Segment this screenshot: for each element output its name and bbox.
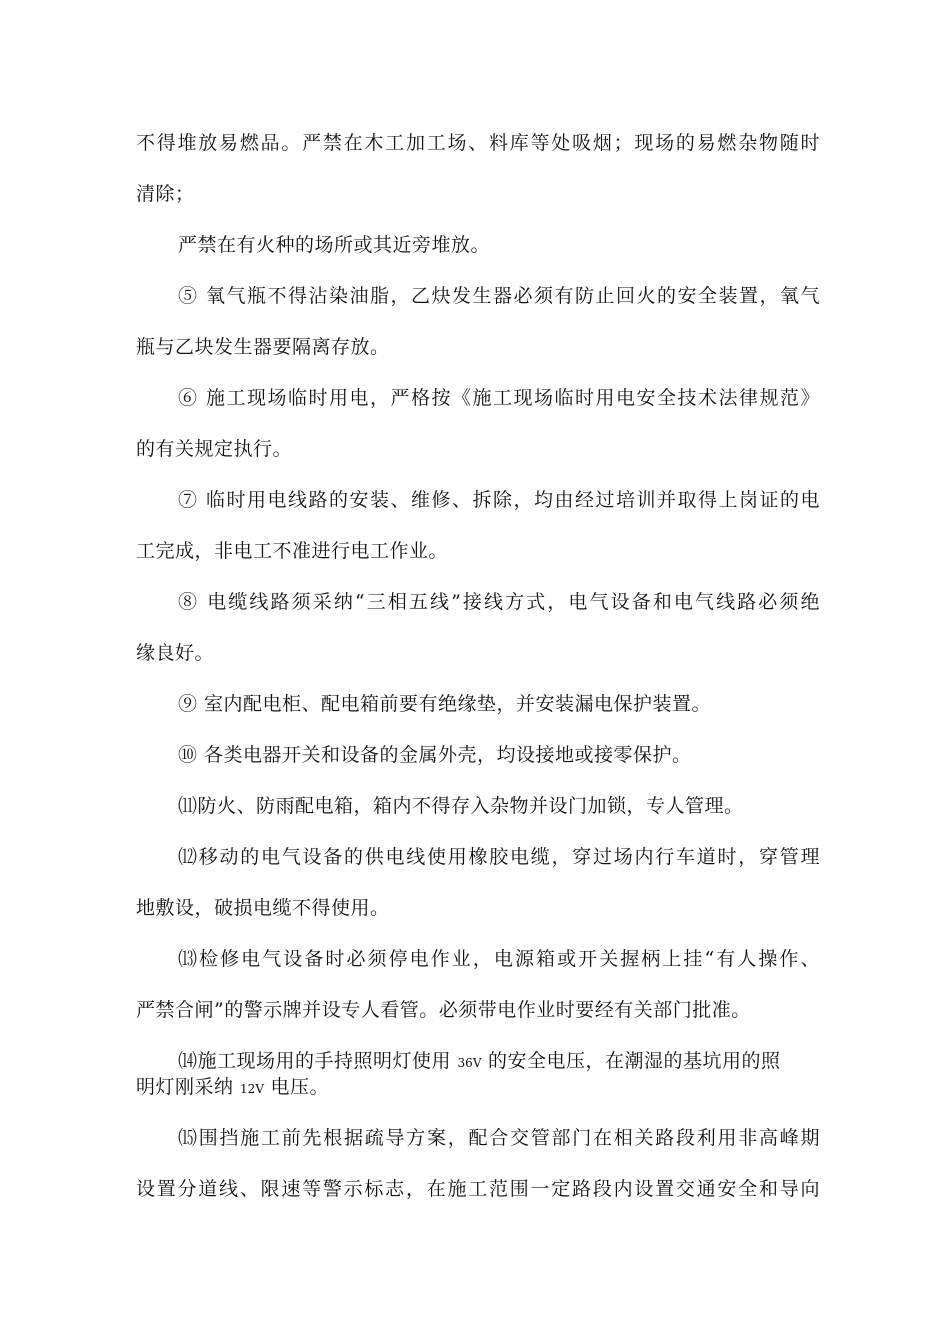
paragraph-line: ⒀检修电气设备时必须停电作业，电源箱或开关握柄上挂“有人操作、 <box>178 948 820 970</box>
text-fragment: 明灯刚采纳 <box>136 1076 241 1098</box>
paragraph-line: ⑤ 氧气瓶不得沾染油脂，乙炔发生器必须有防止回火的安全装置，氧气 <box>178 285 820 307</box>
paragraph-line: ⑿移动的电气设备的供电线使用橡胶电缆，穿过场内行车道时，穿管理 <box>178 846 820 868</box>
voltage-value: 12V <box>240 1082 264 1096</box>
paragraph-line <box>136 1074 329 1102</box>
paragraph-line: 设置分道线、限速等警示标志，在施工范围一定路段内设置交通安全和导向 <box>136 1178 820 1200</box>
paragraph-line <box>178 1048 781 1076</box>
paragraph-line: ⑥ 施工现场临时用电，严格按《施工现场临时用电安全技术法律规范》 <box>178 387 820 409</box>
paragraph-line: ⑾防火、防雨配电箱，箱内不得存入杂物并设门加锁，专人管理。 <box>178 795 744 817</box>
paragraph-line: 严禁在有火种的场所或其近旁堆放。 <box>178 234 491 256</box>
text-fragment: 电压。 <box>263 1076 330 1098</box>
paragraph-line: 清除； <box>136 183 195 205</box>
paragraph-line: ⒂围挡施工前先根据疏导方案，配合交管部门在相关路段利用非高峰期 <box>178 1127 820 1149</box>
paragraph-line: 的有关规定执行。 <box>136 438 293 460</box>
paragraph-line: ⑨ 室内配电柜、配电箱前要有绝缘垫，并安装漏电保护装置。 <box>178 693 712 715</box>
paragraph-line: 严禁合闸”的警示牌并设专人看管。必须带电作业时要经有关部门批准。 <box>136 999 751 1021</box>
paragraph-line: ⑦ 临时用电线路的安装、维修、拆除，均由经过培训并取得上岗证的电 <box>178 489 820 511</box>
paragraph-line: ⑧ 电缆线路须采纳“三相五线”接线方式，电气设备和电气线路必须绝 <box>178 591 820 613</box>
paragraph-line: ⑩ 各类电器开关和设备的金属外壳，均设接地或接零保护。 <box>178 744 692 766</box>
voltage-value: 36V <box>457 1056 482 1070</box>
paragraph-line: 缘良好。 <box>136 642 215 664</box>
text-fragment: 的安全电压，在潮湿的基坑用的照 <box>481 1050 781 1072</box>
paragraph-line: 工完成，非电工不准进行电工作业。 <box>136 540 449 562</box>
text-fragment: ⒁施工现场用的手持照明灯使用 <box>178 1050 458 1072</box>
paragraph-line: 瓶与乙块发生器要隔离存放。 <box>136 336 390 358</box>
paragraph-line: 地敷设，破损电缆不得使用。 <box>136 897 390 919</box>
paragraph-line: 不得堆放易燃品。严禁在木工加工场、料库等处吸烟；现场的易燃杂物随时 <box>136 132 820 154</box>
